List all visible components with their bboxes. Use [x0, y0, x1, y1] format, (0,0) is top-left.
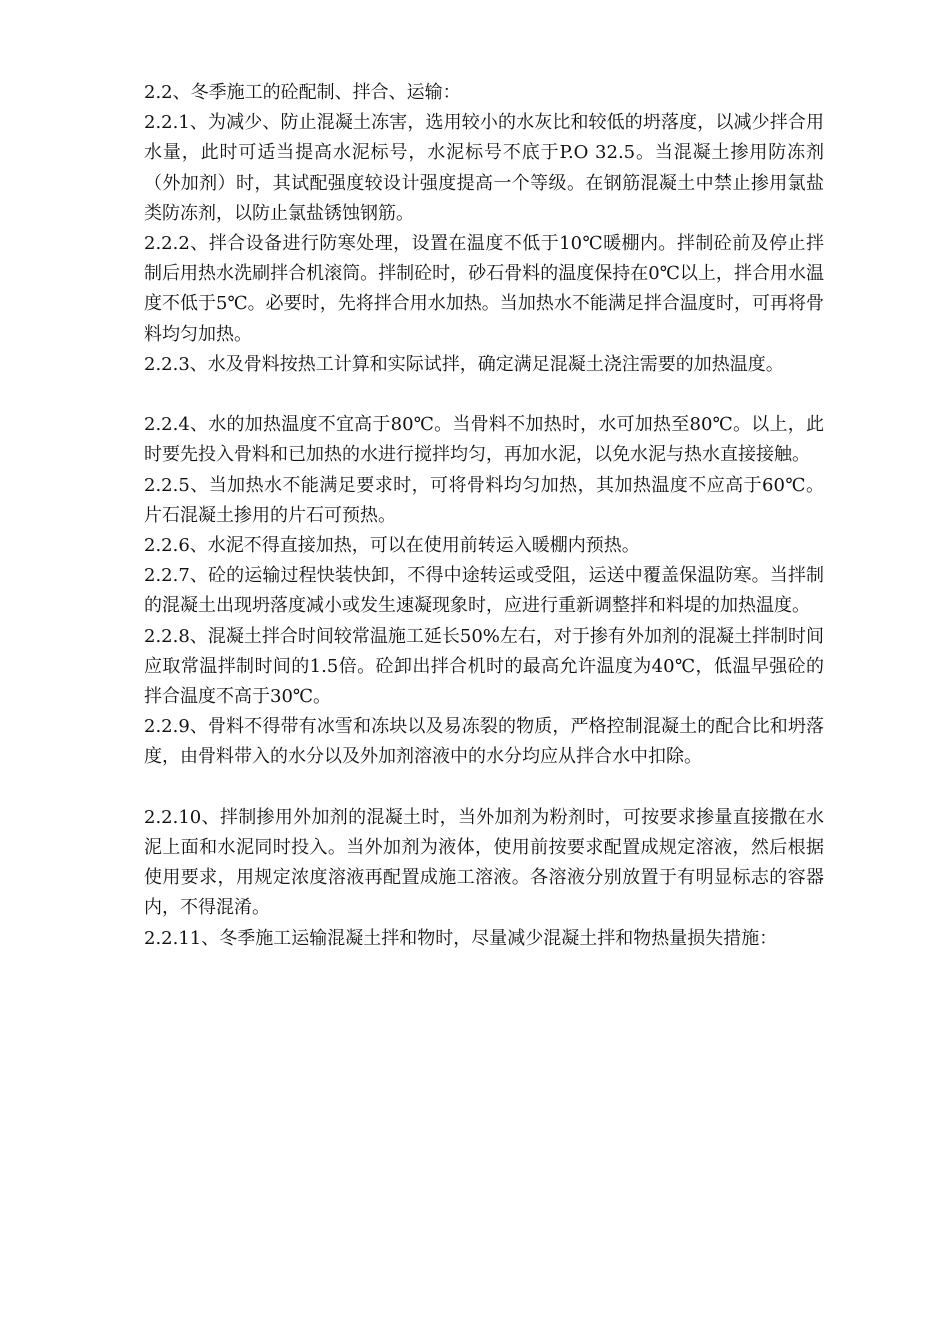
document-body: [144, 78, 824, 954]
paragraph-2-2-10: 2.2.10、拌制掺用外加剂的混凝土时，当外加剂为粉剂时，可按要求掺量直接撒在水泥上面和水泥同时投入。当外加剂为液体，使用前按要求配置成规定溶液，然后根据使用要求，用规定浓度溶液再配置成施工溶液。各溶液分别放置于有明显标志的容器内，不得混淆。: [144, 806, 824, 919]
paragraph-2-2-1: 2.2.1、为减少、防止混凝土冻害，选用较小的水灰比和较低的坍落度，以减少拌合用水量，此时可适当提高水泥标号，水泥标号不底于P.O 32.5。当混凝土掺用防冻剂（外加剂）时，其试配强度较设计强度提高一个等级。在钢筋混凝土中禁止掺用氯盐类防冻剂，以防止氯盐锈蚀钢筋。: [144, 112, 824, 224]
paragraph-2-2-11: 2.2.11、冬季施工运输混凝土拌和物时，尽量减少混凝土拌和物热量损失措施：: [144, 927, 778, 949]
paragraph-2-2-9: 2.2.9、骨料不得带有冰雪和冻块以及易冻裂的物质，严格控制混凝土的配合比和坍落度，由骨料带入的水分以及外加剂溶液中的水分均应从拌合水中扣除。: [144, 716, 824, 768]
paragraph-2-2-7: 2.2.7、砼的运输过程快装快卸，不得中途转运或受阻，运送中覆盖保温防寒。当拌制的混凝土出现坍落度减小或发生速凝现象时，应进行重新调整拌和料堤的加热温度。: [144, 565, 824, 617]
paragraph-2-2-3: 2.2.3、水及骨料按热工计算和实际试拌，确定满足混凝土浇注需要的加热温度。: [144, 353, 784, 375]
paragraph-2-2-2: 2.2.2、拌合设备进行防寒处理，设置在温度不低于10℃暖棚内。拌制砼前及停止拌制后用热水洗刷拌合机滚筒。拌制砼时，砂石骨料的温度保持在0℃以上，拌合用水温度不低于5℃。必要时，先将拌合用水加热。当加热水不能满足拌合温度时，可再将骨料均匀加热。: [144, 233, 824, 345]
blank-line: [144, 380, 824, 410]
blank-line: [144, 773, 824, 803]
paragraph-2-2-6: 2.2.6、水泥不得直接加热，可以在使用前转运入暖棚内预热。: [144, 535, 640, 557]
paragraph-2-2-8: 2.2.8、混凝土拌合时间较常温施工延长50%左右，对于掺有外加剂的混凝土拌制时间应取常温拌制时间的1.5倍。砼卸出拌合机时的最高允许温度为40℃，低温早强砼的拌合温度不高于30℃。: [144, 625, 824, 708]
paragraph-2-2-5: 2.2.5、当加热水不能满足要求时，可将骨料均匀加热，其加热温度不应高于60℃。片石混凝土掺用的片石可预热。: [144, 474, 824, 526]
section-heading-2-2: 2.2、冬季施工的砼配制、拌合、运输：: [144, 82, 461, 103]
paragraph-2-2-4: 2.2.4、水的加热温度不宜高于80℃。当骨料不加热时，水可加热至80℃。以上，此时要先投入骨料和已加热的水进行搅拌均匀，再加水泥，以免水泥与热水直接接触。: [144, 414, 824, 466]
